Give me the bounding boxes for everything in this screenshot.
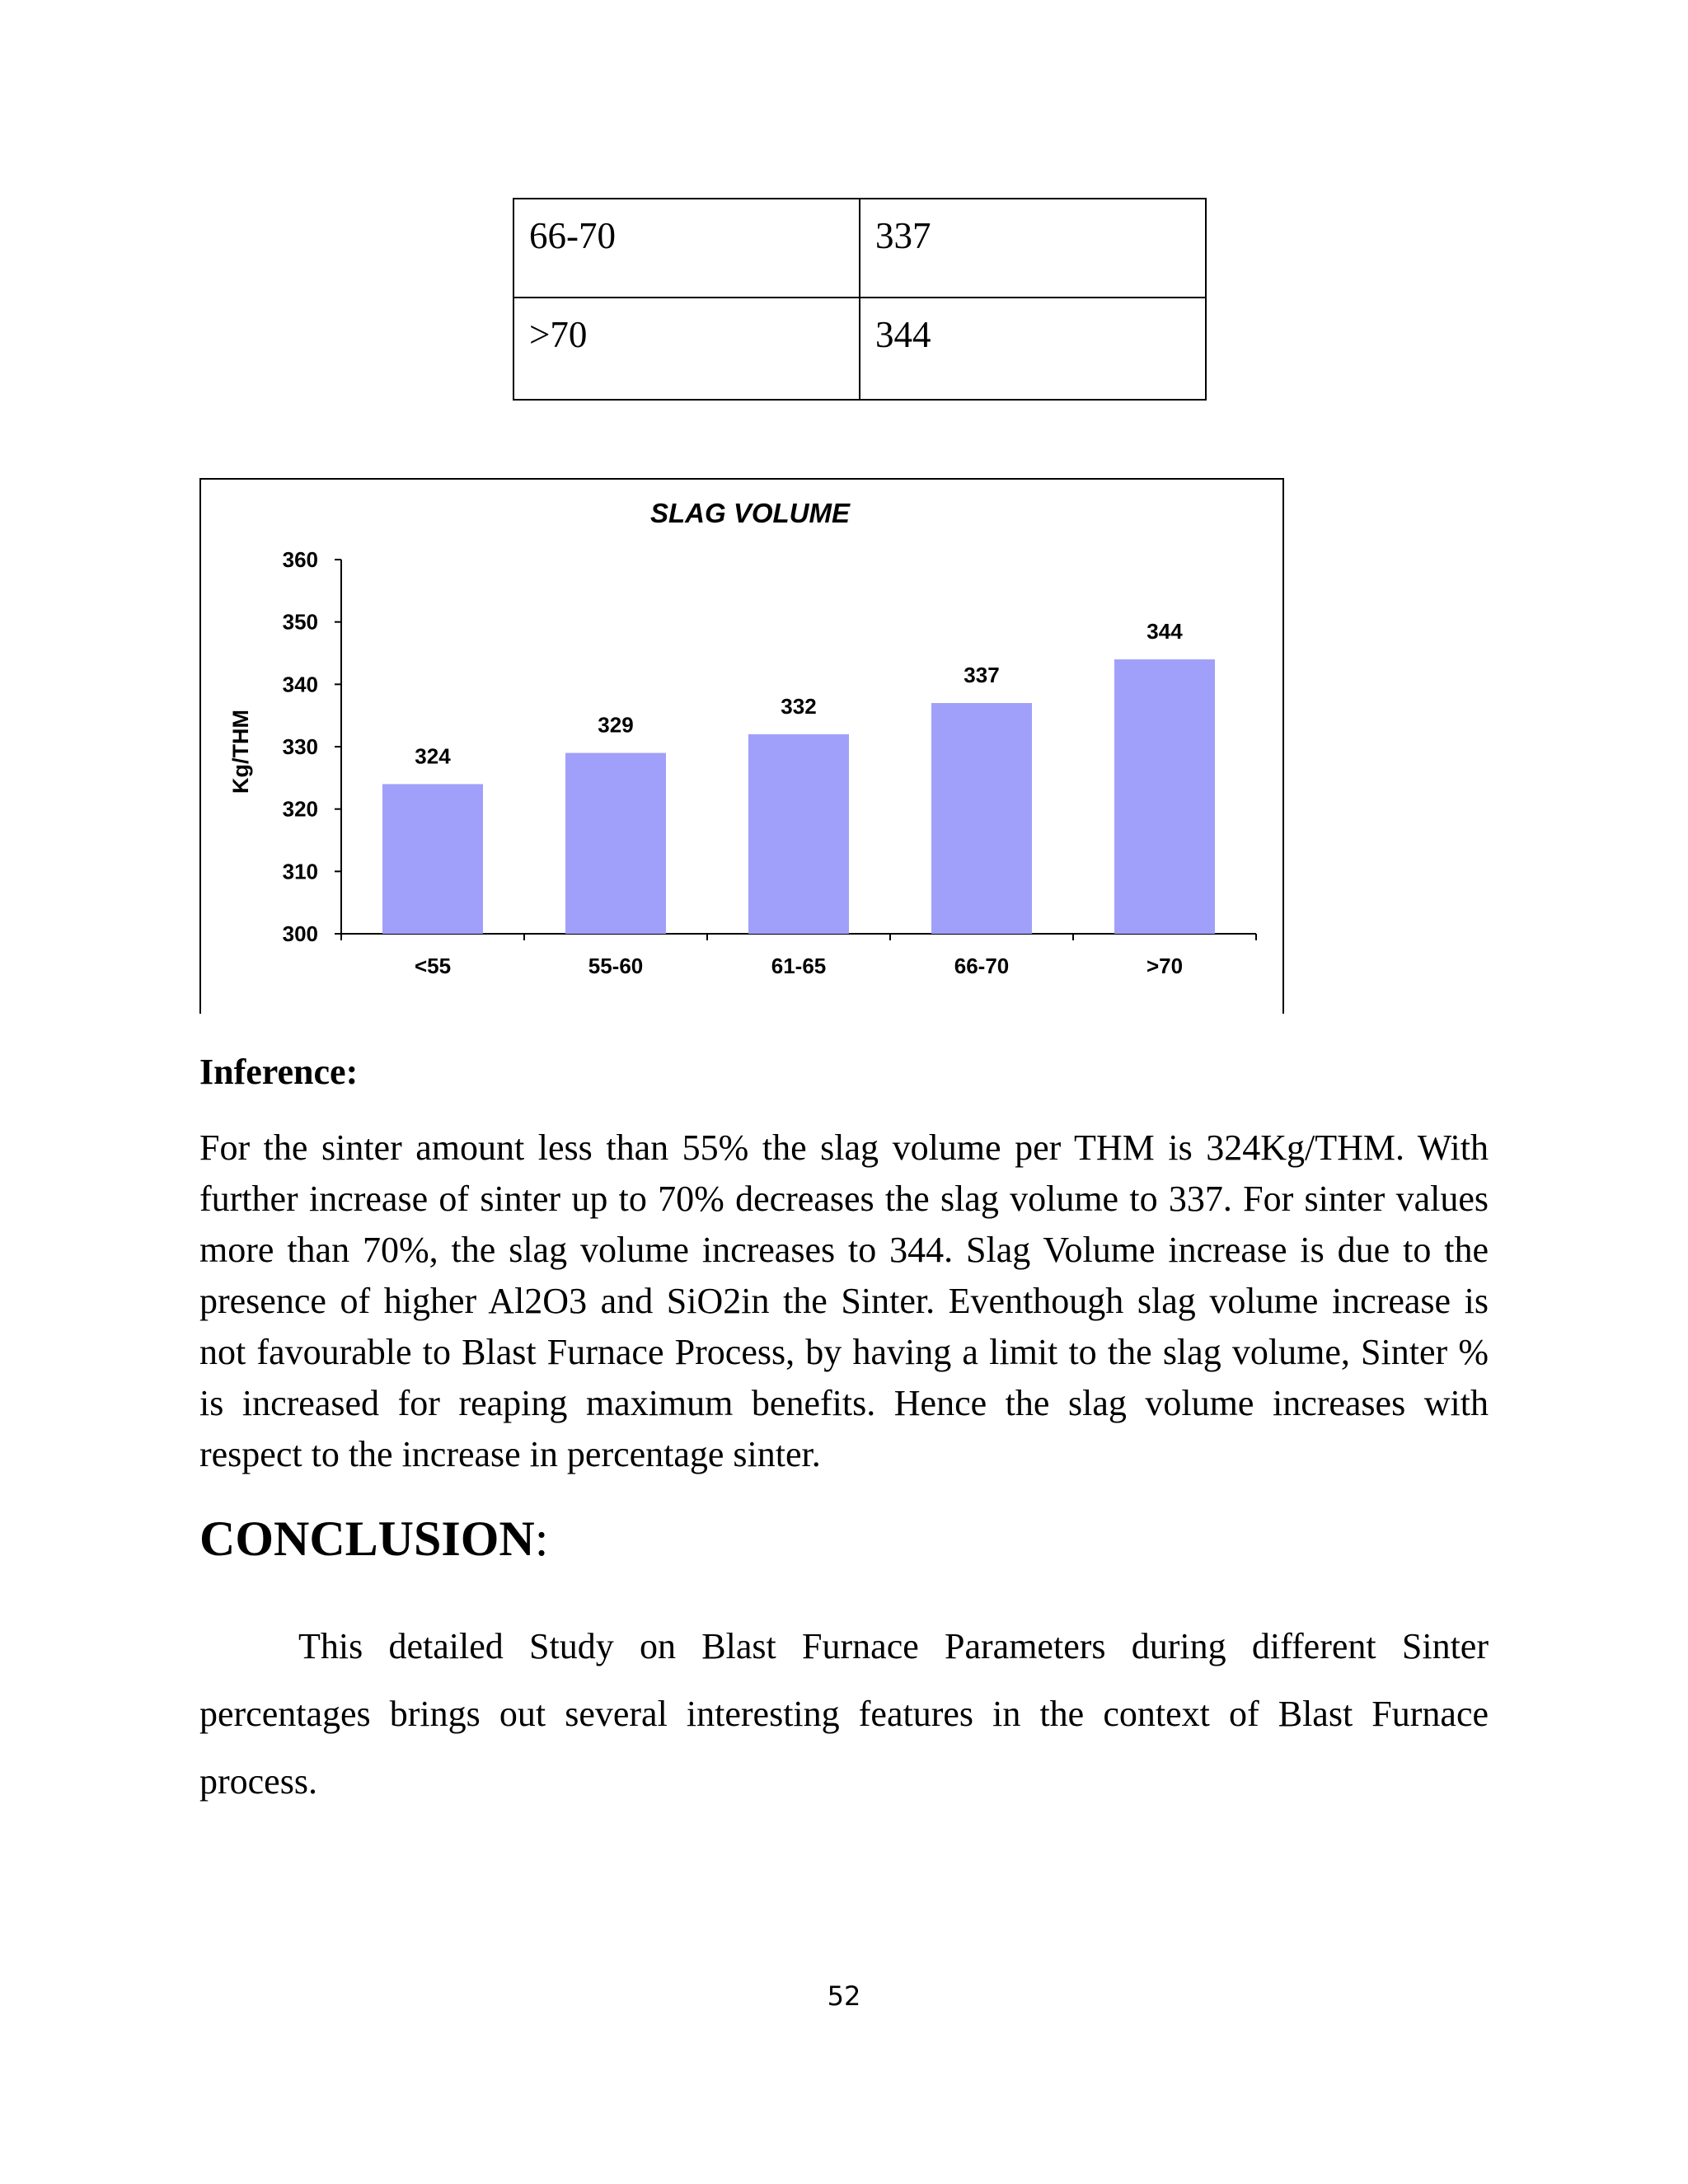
bar <box>382 784 483 934</box>
data-label: 332 <box>781 693 817 719</box>
conclusion-colon: : <box>534 1511 549 1566</box>
y-axis-label: Kg/THM <box>228 710 253 794</box>
y-tick-label: 360 <box>282 547 318 572</box>
inference-paragraph: For the sinter amount less than 55% the slag volume per THM is 324Kg/THM. With further increase of sinter up to 70% decreases the slag volume to 337. For sinter values more than 70%, the slag volume increases to 344. Slag Volume increase is due to the presence of higher Al2O3 and SiO2in the Sinter. Eventhough slag volume increase is not favourable to Blast Furnace Process, by having a limit to the slag volume, Sinter % is increased for reaping maximum benefits. Hence the slag volume increases with respect to the increase in percentage sinter. <box>199 1127 1489 1474</box>
table-row <box>513 199 1206 298</box>
y-tick-label: 340 <box>282 672 318 697</box>
slag-volume-chart <box>201 480 1286 1015</box>
table-row <box>513 298 1206 400</box>
conclusion-heading-text: CONCLUSION <box>199 1511 535 1566</box>
data-table <box>513 198 1207 401</box>
x-tick-label: 61-65 <box>771 954 827 978</box>
bar <box>748 734 849 934</box>
table-cell-value: 344 <box>860 298 1206 400</box>
data-label: 344 <box>1146 619 1183 644</box>
inference-heading: Inference: <box>199 1052 359 1092</box>
table-cell-value: 337 <box>860 199 1206 298</box>
bar <box>931 703 1032 934</box>
table-cell-range: 66-70 <box>513 199 860 298</box>
conclusion-heading <box>199 1511 548 1568</box>
x-tick-label: 55-60 <box>588 954 644 978</box>
y-tick-label: 310 <box>282 859 318 884</box>
page-number: 52 <box>827 1980 861 2012</box>
x-tick-label: 66-70 <box>954 954 1010 978</box>
data-label: 329 <box>598 712 634 738</box>
x-tick-label: <55 <box>414 954 452 978</box>
x-tick-label: >70 <box>1146 954 1184 978</box>
chart-frame <box>199 478 1284 1014</box>
y-tick-label: 350 <box>282 609 318 635</box>
y-tick-label: 320 <box>282 796 318 822</box>
data-label: 337 <box>964 663 1000 688</box>
table-cell-range: >70 <box>513 298 860 400</box>
chart-title: SLAG VOLUME <box>649 498 851 528</box>
bar <box>1114 659 1215 934</box>
y-tick-label: 330 <box>282 734 318 759</box>
data-label: 324 <box>415 743 451 769</box>
y-tick-label: 300 <box>282 921 318 946</box>
bar <box>565 753 666 934</box>
conclusion-paragraph: This detailed Study on Blast Furnace Parameters during different Sinter percentages brings out several interesting features in the context of Blast Furnace process. <box>199 1626 1489 1802</box>
